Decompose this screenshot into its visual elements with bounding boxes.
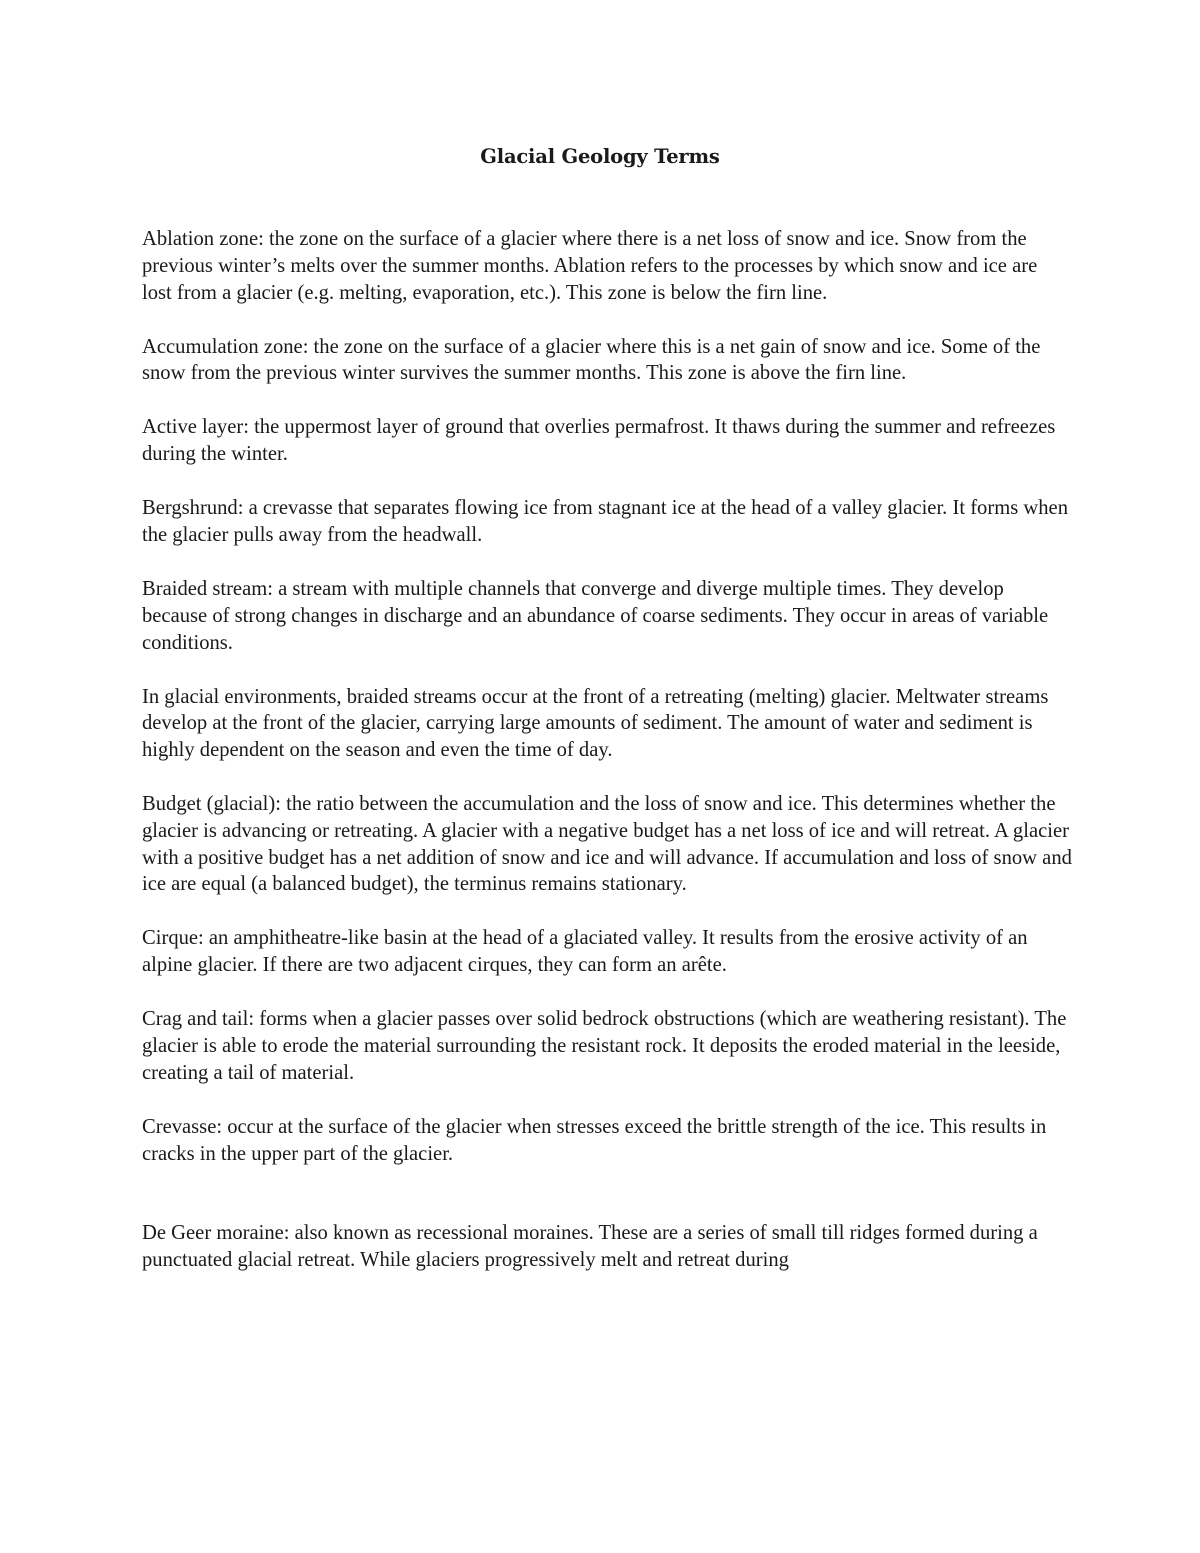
term-accumulation-zone: Accumulation zone: the zone on the surface of a glacier where this is a net gain of snow and ice. Some of the snow from the previous winter survives the summer months. This zone is above the firn line. [142, 335, 1041, 385]
term-crevasse: Crevasse: occur at the surface of the glacier when stresses exceed the brittle strength of the ice. This results in cracks in the upper part of the glacier. [142, 1115, 1047, 1165]
term-crag-and-tail: Crag and tail: forms when a glacier passes over solid bedrock obstructions (which are weathering resistant). The glacier is able to erode the material surrounding the resistant rock. It deposits the eroded material in the leeside, creating a tail of material. [142, 1008, 1067, 1084]
document-title: Glacial Geology Terms [480, 145, 720, 168]
term-budget-glacial: Budget (glacial): the ratio between the accumulation and the loss of snow and ice. This determines whether the glacier is advancing or retreating. A glacier with a negative budget has a net loss of ice and will retreat. A glacier with a positive budget has a net addition of snow and ice and will advance. If accumulation and loss of snow and ice are equal (a balanced budget), the terminus remains stationary. [142, 793, 1072, 896]
term-active-layer: Active layer: the uppermost layer of ground that overlies permafrost. It thaws during the summer and refreezes during the winter. [142, 416, 1056, 466]
term-braided-stream: Braided stream: a stream with multiple channels that converge and diverge multiple times. They develop because of strong changes in discharge and an abundance of coarse sediments. They occur in areas of variable conditions. [142, 577, 1049, 654]
document-body [142, 226, 1072, 1301]
term-de-geer-moraine: De Geer moraine: also known as recessional moraines. These are a series of small till ridges formed during a punctuated glacial retreat. While glaciers progressively melt and retreat during [142, 1222, 1038, 1272]
term-cirque: Cirque: an amphitheatre-like basin at the head of a glaciated valley. It results from the erosive activity of an alpine glacier. If there are two adjacent cirques, they can form an arête. [142, 927, 1028, 977]
term-bergshrund: Bergshrund: a crevasse that separates flowing ice from stagnant ice at the head of a valley glacier. It forms when the glacier pulls away from the headwall. [142, 497, 1068, 546]
term-ablation-zone: Ablation zone: the zone on the surface of a glacier where there is a net loss of snow and ice. Snow from the previous winter’s melts over the summer months. Ablation refers to the processes by which snow and ice are lost from a glacier (e.g. melting, evaporation, etc.). This zone is below the firn line. [142, 228, 1038, 304]
term-braided-stream-glacial-note: In glacial environments, braided streams occur at the front of a retreating (melting) glacier. Meltwater streams develop at the front of the glacier, carrying large amounts of sediment. The amount of water and sediment is highly dependent on the season and even the time of day. [142, 685, 1049, 762]
